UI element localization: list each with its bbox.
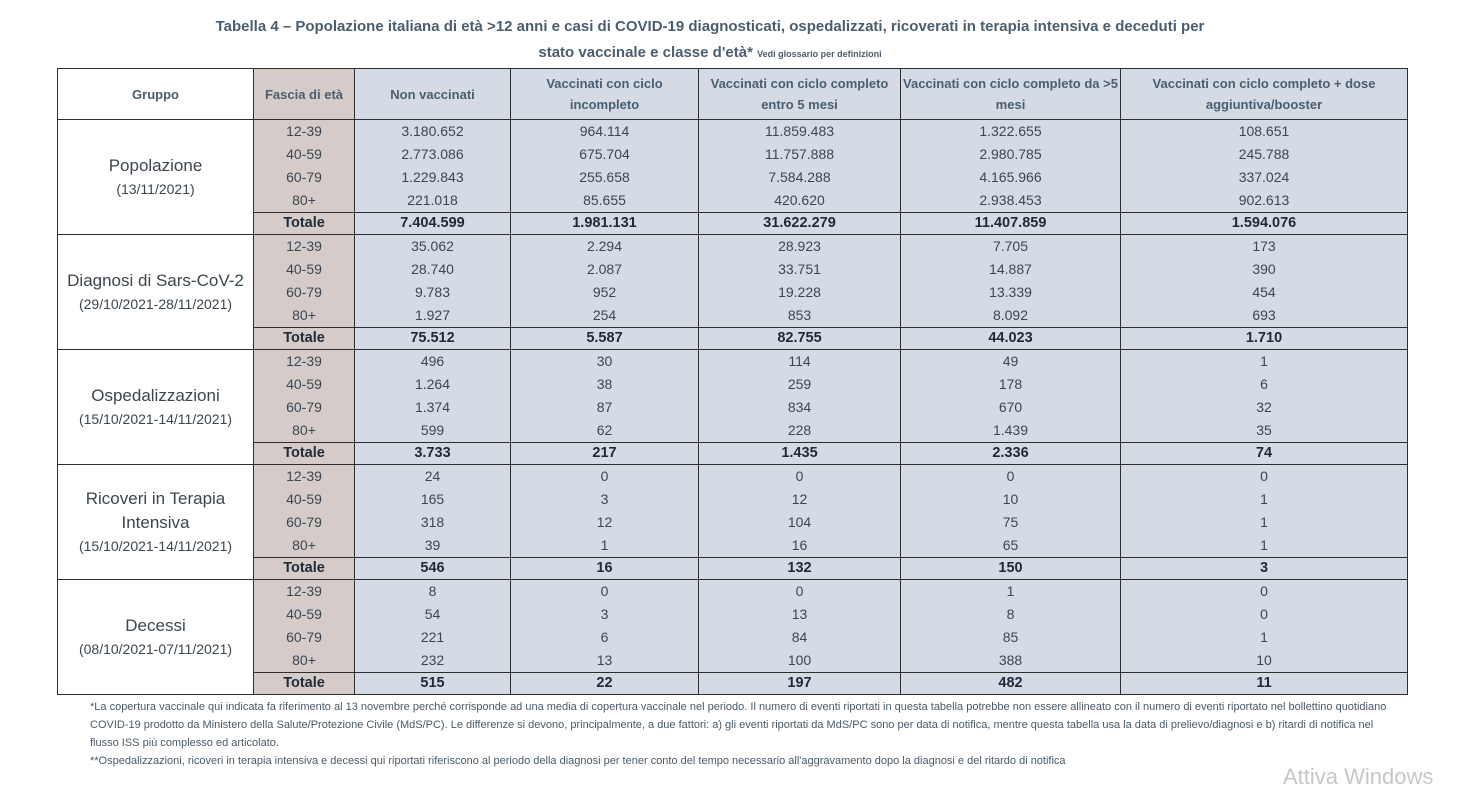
value: 1	[1260, 491, 1268, 507]
total-value: 1.981.131	[511, 213, 699, 235]
group-date-range: (29/10/2021-28/11/2021)	[78, 295, 233, 312]
value: 834	[787, 399, 812, 415]
group-diagnosi-di-sars-cov-2-total-row	[58, 328, 1408, 350]
value: 1.229.843	[401, 169, 464, 185]
value: 33.751	[778, 261, 821, 277]
total-value: 3	[1121, 558, 1408, 580]
value: 10	[1256, 652, 1272, 668]
value: 16	[791, 537, 808, 553]
total-value: 5.587	[511, 328, 699, 350]
value: 454	[1252, 284, 1276, 300]
value-cell	[511, 580, 699, 673]
total-value: 1.594.076	[1121, 213, 1408, 235]
value-cell	[901, 580, 1121, 673]
value-cell	[511, 120, 699, 213]
group-ricoveri-in-terapia-intensiva-total-row	[58, 558, 1408, 580]
value: 39	[424, 537, 441, 553]
value: 3.180.652	[401, 123, 464, 139]
age-group-label: 12-39	[286, 353, 322, 369]
value-cell	[1121, 235, 1408, 328]
value: 75	[1002, 514, 1019, 530]
age-group-label: 12-39	[286, 583, 322, 599]
age-group-label: 60-79	[286, 629, 322, 645]
value: 388	[998, 652, 1023, 668]
group-name: Ricoveri in Terapia Intensiva	[85, 488, 226, 532]
value: 0	[600, 468, 609, 484]
value: 32	[1256, 399, 1272, 415]
age-group-label: 80+	[292, 422, 316, 438]
total-value: 3.733	[355, 443, 511, 465]
table-body	[58, 120, 1408, 695]
total-label: Totale	[254, 213, 355, 235]
value: 24	[424, 468, 441, 484]
age-group-label: 80+	[292, 307, 316, 323]
value: 1	[1260, 514, 1268, 530]
total-value: 74	[1121, 443, 1408, 465]
glossary-reference: Vedi glossario per definizioni	[757, 49, 882, 59]
value: 4.165.966	[979, 169, 1042, 185]
value: 108.651	[1238, 123, 1290, 139]
value-cell	[511, 350, 699, 443]
value: 28.740	[411, 261, 454, 277]
value: 1	[1260, 629, 1268, 645]
age-group-label: 60-79	[286, 284, 322, 300]
age-group-label: 60-79	[286, 514, 322, 530]
value: 9.783	[414, 284, 451, 300]
value: 902.613	[1238, 192, 1290, 208]
footnote-1: *La copertura vaccinale qui indicata fa riferimento al 13 novembre perché corrisponde ad una media di copertura vaccinale nel periodo. Il numero di eventi riportati in questa tabella potrebbe non essere allineato con il numero di eventi riportato nel bollettino quotidiano COVID-19 prodotto da Ministero della Salute/Protezione Civile (MdS/PC). Le differenze si devono, principalmente, a due fattori: a) gli eventi riportati da MdS/PC sono per data di notifica, mentre questa tabella usa la data di prelievo/diagnosi e b) ritardi di notifica nel flusso ISS più complesso ed articolato.	[90, 701, 1387, 749]
value: 3	[600, 606, 609, 622]
header-completo-oltre-5-mesi: Vaccinati con ciclo completo da >5 mesi	[901, 69, 1121, 120]
windows-activation-watermark: Attiva Windows	[1283, 764, 1434, 789]
age-group-cell	[254, 120, 355, 213]
value: 337.024	[1238, 169, 1290, 185]
value: 13	[791, 606, 808, 622]
group-date-range: (08/10/2021-07/11/2021)	[78, 640, 233, 657]
value-cell	[901, 350, 1121, 443]
age-group-label: 80+	[292, 652, 316, 668]
value: 30	[596, 353, 613, 369]
value: 245.788	[1238, 146, 1290, 162]
title-line-2	[0, 40, 1420, 67]
header-row	[58, 69, 1408, 120]
value: 1	[1260, 537, 1268, 553]
value: 100	[787, 652, 812, 668]
value-cell	[699, 120, 901, 213]
value: 675.704	[579, 146, 630, 162]
total-value: 217	[511, 443, 699, 465]
value: 8.092	[992, 307, 1029, 323]
value: 232	[420, 652, 445, 668]
total-label: Totale	[254, 673, 355, 695]
group-date-range: (13/11/2021)	[116, 180, 195, 197]
value: 14.887	[989, 261, 1032, 277]
value: 599	[420, 422, 445, 438]
value: 0	[795, 468, 804, 484]
value-cell	[1121, 465, 1408, 558]
value: 10	[1002, 491, 1019, 507]
header-booster: Vaccinati con ciclo completo + dose aggiuntiva/booster	[1121, 69, 1408, 120]
value: 221.018	[407, 192, 458, 208]
group-name: Popolazione	[108, 155, 203, 175]
value: 964.114	[579, 123, 630, 139]
value: 104	[787, 514, 812, 530]
value: 1	[1260, 353, 1268, 369]
value: 2.773.086	[401, 146, 464, 162]
title-line-1: Tabella 4 – Popolazione italiana di età >12 anni e casi di COVID-19 diagnosticati, ospedalizzati, ricoverati in terapia intensiva e deceduti per	[215, 18, 1205, 35]
value-cell	[355, 465, 511, 558]
total-value: 16	[511, 558, 699, 580]
value: 85.655	[583, 192, 626, 208]
footnote-2: **Ospedalizzazioni, ricoveri in terapia intensiva e decessi qui riportati riferiscono al periodo della diagnosi per tener conto del tempo necessario all'aggravamento dopo la diagnosi e del ritardo di notifica	[90, 755, 1066, 767]
header-ciclo-incompleto: Vaccinati con ciclo incompleto	[511, 69, 699, 120]
value-cell	[1121, 120, 1408, 213]
age-group-cell	[254, 235, 355, 328]
age-group-label: 12-39	[286, 238, 322, 254]
total-value: 11.407.859	[901, 213, 1121, 235]
value: 62	[596, 422, 613, 438]
value-cell	[901, 465, 1121, 558]
header-non-vaccinati: Non vaccinati	[355, 69, 511, 120]
total-label: Totale	[254, 443, 355, 465]
total-label: Totale	[254, 558, 355, 580]
value: 35	[1256, 422, 1272, 438]
value: 0	[600, 583, 609, 599]
value: 2.980.785	[979, 146, 1042, 162]
value: 65	[1002, 537, 1019, 553]
value: 1.439	[992, 422, 1029, 438]
value: 13.339	[989, 284, 1032, 300]
value: 19.228	[778, 284, 821, 300]
value: 2.938.453	[979, 192, 1042, 208]
group-popolazione-total-row	[58, 213, 1408, 235]
total-value: 482	[901, 673, 1121, 695]
total-value: 1.710	[1121, 328, 1408, 350]
value: 11.757.888	[764, 146, 835, 162]
value: 8	[428, 583, 437, 599]
vaccination-status-table	[57, 68, 1408, 695]
footnotes	[90, 698, 1390, 770]
table-title	[0, 14, 1420, 67]
value: 228	[787, 422, 812, 438]
value: 853	[787, 307, 812, 323]
value: 165	[420, 491, 445, 507]
age-group-cell	[254, 350, 355, 443]
group-name: Ospedalizzazioni	[91, 385, 220, 405]
value: 49	[1002, 353, 1019, 369]
group-ospedalizzazioni-label	[58, 350, 254, 465]
total-label: Totale	[254, 328, 355, 350]
age-group-label: 12-39	[286, 468, 322, 484]
group-decessi-values-row	[58, 580, 1408, 673]
total-value: 1.435	[699, 443, 901, 465]
total-value: 150	[901, 558, 1121, 580]
value: 28.923	[778, 238, 821, 254]
value: 7.584.288	[768, 169, 831, 185]
value: 2.294	[586, 238, 623, 254]
value: 2.087	[586, 261, 623, 277]
value: 221	[420, 629, 445, 645]
value-cell	[699, 235, 901, 328]
value: 0	[1260, 468, 1268, 484]
age-group-cell	[254, 465, 355, 558]
group-decessi-total-row	[58, 673, 1408, 695]
value: 1.322.655	[979, 123, 1042, 139]
value: 420.620	[774, 192, 825, 208]
total-value: 82.755	[699, 328, 901, 350]
value: 254	[592, 307, 617, 323]
value-cell	[901, 120, 1121, 213]
age-group-cell	[254, 580, 355, 673]
value: 8	[1006, 606, 1015, 622]
group-popolazione-label	[58, 120, 254, 235]
value-cell	[511, 465, 699, 558]
total-value: 44.023	[901, 328, 1121, 350]
age-group-label: 40-59	[286, 261, 322, 277]
value-cell	[355, 120, 511, 213]
value: 6	[600, 629, 609, 645]
group-decessi-label	[58, 580, 254, 695]
age-group-label: 12-39	[286, 123, 322, 139]
value-cell	[699, 350, 901, 443]
value: 496	[420, 353, 445, 369]
group-diagnosi-di-sars-cov-2-label	[58, 235, 254, 350]
value: 7.705	[992, 238, 1029, 254]
value: 13	[596, 652, 613, 668]
value: 0	[1260, 606, 1268, 622]
value: 87	[596, 399, 613, 415]
total-value: 75.512	[355, 328, 511, 350]
value: 12	[791, 491, 808, 507]
total-value: 31.622.279	[699, 213, 901, 235]
value: 390	[1252, 261, 1276, 277]
value: 84	[791, 629, 808, 645]
value: 0	[1260, 583, 1268, 599]
group-diagnosi-di-sars-cov-2-values-row	[58, 235, 1408, 328]
value: 85	[1002, 629, 1019, 645]
group-ricoveri-in-terapia-intensiva-label	[58, 465, 254, 580]
value-cell	[699, 465, 901, 558]
value: 1	[600, 537, 609, 553]
total-value: 515	[355, 673, 511, 695]
value: 693	[1252, 307, 1276, 323]
header-fascia-eta: Fascia di età	[254, 69, 355, 120]
group-popolazione-values-row	[58, 120, 1408, 213]
value: 1	[1006, 583, 1015, 599]
value: 38	[596, 376, 613, 392]
value-cell	[699, 580, 901, 673]
value: 1.264	[414, 376, 451, 392]
value: 6	[1260, 376, 1268, 392]
value: 952	[592, 284, 617, 300]
group-date-range: (15/10/2021-14/11/2021)	[78, 410, 233, 427]
value: 173	[1252, 238, 1276, 254]
header-gruppo: Gruppo	[58, 69, 254, 120]
value-cell	[1121, 350, 1408, 443]
value: 12	[596, 514, 613, 530]
value-cell	[355, 235, 511, 328]
value: 114	[788, 353, 811, 369]
total-value: 197	[699, 673, 901, 695]
age-group-label: 40-59	[286, 376, 322, 392]
total-value: 2.336	[901, 443, 1121, 465]
group-date-range: (15/10/2021-14/11/2021)	[78, 537, 233, 554]
value: 35.062	[411, 238, 454, 254]
total-value: 7.404.599	[355, 213, 511, 235]
value: 0	[1006, 468, 1015, 484]
value: 259	[787, 376, 812, 392]
value: 54	[424, 606, 441, 622]
value: 11.859.483	[764, 123, 835, 139]
value: 318	[420, 514, 445, 530]
age-group-label: 40-59	[286, 146, 322, 162]
value: 1.374	[414, 399, 451, 415]
value-cell	[1121, 580, 1408, 673]
age-group-label: 60-79	[286, 169, 322, 185]
total-value: 11	[1121, 673, 1408, 695]
value-cell	[511, 235, 699, 328]
value: 3	[600, 491, 609, 507]
group-ospedalizzazioni-total-row	[58, 443, 1408, 465]
title-line-2-text: stato vaccinale e classe d'età*	[538, 44, 753, 61]
age-group-label: 80+	[292, 192, 316, 208]
group-ricoveri-in-terapia-intensiva-values-row	[58, 465, 1408, 558]
header-completo-entro-5-mesi: Vaccinati con ciclo completo entro 5 mesi	[699, 69, 901, 120]
group-name: Diagnosi di Sars-CoV-2	[67, 270, 244, 290]
group-ospedalizzazioni-values-row	[58, 350, 1408, 443]
value: 255.658	[579, 169, 630, 185]
value: 1.927	[414, 307, 451, 323]
age-group-label: 40-59	[286, 606, 322, 622]
value: 178	[998, 376, 1023, 392]
value: 670	[998, 399, 1023, 415]
age-group-label: 60-79	[286, 399, 322, 415]
group-name: Decessi	[125, 615, 186, 635]
age-group-label: 80+	[292, 537, 316, 553]
value-cell	[355, 580, 511, 673]
value: 0	[795, 583, 804, 599]
total-value: 22	[511, 673, 699, 695]
age-group-label: 40-59	[286, 491, 322, 507]
value-cell	[355, 350, 511, 443]
total-value: 132	[699, 558, 901, 580]
value-cell	[901, 235, 1121, 328]
total-value: 546	[355, 558, 511, 580]
